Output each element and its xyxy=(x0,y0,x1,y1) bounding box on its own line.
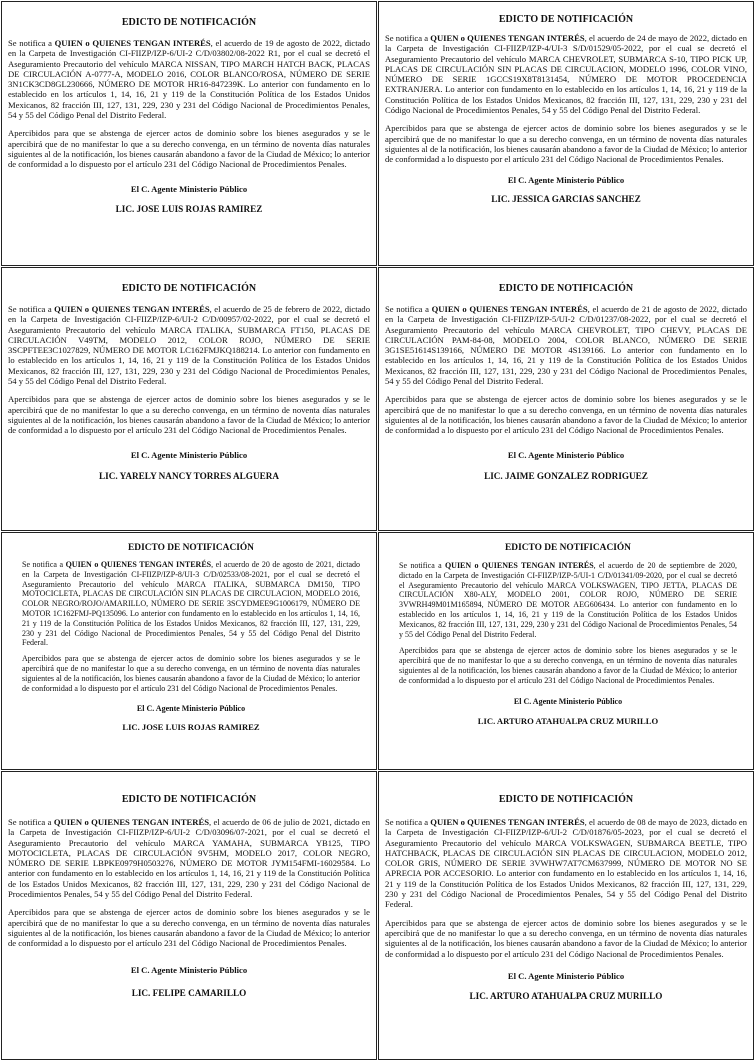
notice-1 xyxy=(1,1,377,266)
notice-8 xyxy=(378,771,754,1060)
notice-3 xyxy=(1,267,377,531)
notice-warning: Apercibidos para que se abstenga de ejercer actos de dominio sobre los bienes asegurados y se le apercibirá que de no manifestar lo que a su derecho convenga, en un término de noventa días naturales siguientes al de la notificación, los bienes causarán abandono a favor de la Ciudad de México; lo anterior de conformidad a lo dispuesto por el artículo 231 del Código Nacional de Procedimientos Penales. xyxy=(385,123,747,165)
notice-party: QUIEN o QUIENES TENGAN INTERÉS xyxy=(430,817,585,827)
notice-title: EDICTO DE NOTIFICACIÓN xyxy=(121,794,257,805)
notice-party: QUIEN o QUIENES TENGAN INTERÉS xyxy=(53,817,209,827)
notice-warning: Apercibidos para que se abstenga de ejercer actos de dominio sobre los bienes asegurados y se le apercibirá que de no manifestar lo que a su derecho convenga, en un término de noventa días naturales siguientes al de la notificación, los bienes causarán abandono a favor de la Ciudad de México; lo anterior de conformidad a lo dispuesto por el artículo 231 del Código Nacional de Procedimientos Penales. xyxy=(8,128,370,170)
notice-title: EDICTO DE NOTIFICACIÓN xyxy=(128,543,254,553)
notice-signatory: LIC. YARELY NANCY TORRES ALGUERA xyxy=(99,470,279,481)
notice-party: QUIEN o QUIENES TENGAN INTERÉS xyxy=(54,38,211,48)
notice-body: Se notifica a QUIEN o QUIENES TENGAN INTERÉS, el acuerdo de 20 de agosto de 2021, dictado en la Carpeta de Investigación CI-FIIZP/IZP-8/UI-3 C/D/02533/08-2021, por el cual se decretó el Aseguramiento Precautorio del vehículo MARCA ITALIKA, SUBMARCA DM150, TIPO MOTOCICLETA, PLACAS DE CIRCULACIÓN SIN PLACAS DE CIRCULACION, MODELO 2016, COLOR NEGRO/ROJO/AMARILLO, NÚMERO DE SERIE 3SCYDMEE9G1006179, NÚMERO DE MOTOR 1C162FMJ-PQ135096. Lo anterior con fundamento en lo establecido en los artículos 1, 14, 16, 21 y 119 de la Constitución Política de los Estados Unidos Mexicanos, 82 fracción III, 127, 131, 229, 230 y 231 del Código Nacional de Procedimientos Penales, 54 y 55 del Código Penal del Distrito Federal. xyxy=(22,560,360,648)
notice-signatory: LIC. ARTURO ATAHUALPA CRUZ MURILLO xyxy=(477,716,659,727)
notice-body: Se notifica a QUIEN o QUIENES TENGAN INTERÉS, el acuerdo de 08 de mayo de 2023, dictado en la Carpeta de Investigación CI-FIIZP/IZP-6/UI-2 C/D/01876/05-2023, por el cual se decretó el Aseguramiento Precautorio del vehículo MARCA VOLKSWAGEN, SUBMARCA BEETLE, TIPO HATCHBACK, PLACAS DE CIRCULACIÓN SIN PLACAS DE CIRCULACION, MODELO 2012, COLOR GRIS, NÚMERO DE SERIE 3VWHW7AT7CM637999, NÚMERO DE MOTOR NO SE APRECIA POR ACCESORIO. Lo anterior con fundamento en lo establecido en los artículos 1, 14, 16, 21 y 119 de la Constitución Política de los Estados Unidos Mexicanos, 82 fracción III, 127, 131, 229, 230 y 231 del Código Nacional de Procedimientos Penales, 54 y 55 del Código Penal del Distrito Federal. xyxy=(385,817,747,910)
notice-signatory: LIC. JOSE LUIS ROJAS RAMIREZ xyxy=(115,203,263,214)
notice-party: QUIEN o QUIENES TENGAN INTERÉS xyxy=(54,304,210,314)
notice-role: El C. Agente Ministerio Público xyxy=(507,449,625,460)
notice-role: El C. Agente Ministerio Público xyxy=(130,964,248,975)
notice-warning: Apercibidos para que se abstenga de ejercer actos de dominio sobre los bienes asegurados y se le apercibirá que de no manifestar lo que a su derecho convenga, en un término de noventa días naturales siguientes al de la notificación, los bienes causarán abandono a favor de la Ciudad de México; lo anterior de conformidad a lo dispuesto por el artículo 231 del Código Nacional de Procedimientos Penales. xyxy=(399,646,737,685)
notice-signatory: LIC. FELIPE CAMARILLO xyxy=(131,987,247,998)
notice-warning: Apercibidos para que se abstenga de ejercer actos de dominio sobre los bienes asegurados y se le apercibirá que de no manifestar lo que a su derecho convenga, en un término de noventa días naturales siguientes al de la notificación, los bienes causarán abandono a favor de la Ciudad de México; lo anterior de conformidad a lo dispuesto por el artículo 231 del Código Nacional de Procedimientos Penales. xyxy=(8,394,370,436)
notice-role: El C. Agente Ministerio Público xyxy=(513,696,623,706)
notice-2 xyxy=(378,1,754,266)
notice-title: EDICTO DE NOTIFICACIÓN xyxy=(498,283,634,294)
notice-body: Se notifica a QUIEN o QUIENES TENGAN INTERÉS, el acuerdo de 19 de agosto de 2022, dictado en la Carpeta de Investigación CI-FIIZP/IZP-6/UI-2 C/D/03802/08-2022 R1, por el cual se decretó el Aseguramiento Precautorio del vehículo MARCA NISSAN, TIPO MARCH HATCH BACK, PLACAS DE CIRCULACIÓN A-0777-A, MODELO 2016, COLOR BLANCO/ROSA, NÚMERO DE SERIE 3N1CK3CD8GL230666, NÚMERO DE MOTOR HR16-847239K. Lo anterior con fundamento en lo establecido en los artículos 1, 14, 16, 21 y 119 de la Constitución Política de los Estados Unidos Mexicanos, 82 fracción III, 127, 131, 229, 230 y 231 del Código Nacional de Procedimientos Penales, 54 y 55 del Código Penal del Distrito Federal. xyxy=(8,38,370,121)
notice-7 xyxy=(1,771,377,1060)
notice-role: El C. Agente Ministerio Público xyxy=(507,174,625,185)
notice-body: Se notifica a QUIEN o QUIENES TENGAN INTERÉS, el acuerdo de 24 de mayo de 2022, dictado en la Carpeta de Investigación CI-FIIZP/IZP-4/UI-3 S/D/01529/05-2022, por el cual se decretó el Aseguramiento Precautorio del vehículo MARCA CHEVROLET, SUBMARCA S-10, TIPO PICK UP, PLACAS DE CIRCULACIÓN SIN PLACAS DE CIRCULACION, MODELO 1996, COLOR VINO, NÚMERO DE SERIE 1GCCS19X8T8131454, NÚMERO DE MOTOR PROCEDENCIA EXTRANJERA. Lo anterior con fundamento en lo establecido en los artículos 1, 14, 16, 21 y 119 de la Constitución Política de los Estados Unidos Mexicanos, 82 fracción III, 127, 131, 229, 230 y 231 del Código Nacional de Procedimientos Penales, 54 y 55 del Código Penal del Distrito Federal. xyxy=(385,33,747,116)
notice-body: Se notifica a QUIEN o QUIENES TENGAN INTERÉS, el acuerdo de 20 de septiembre de 2020, dictado en la Carpeta de Investigación CI-FIIZP/IZP-5/UI-1 C/D/01341/09-2020, por el cual se decretó el Aseguramiento Precautorio del vehículo MARCA VOLKSWAGEN, TIPO JETTA, PLACAS DE CIRCULACIÓN X80-ALY, MODELO 2001, COLOR ROJO, NÚMERO DE SERIE 3VWRH49M01M165894, NÚMERO DE MOTOR AEG606434. Lo anterior con fundamento en lo establecido en los artículos 1, 14, 16, 21 y 119 de la Constitución Política de los Estados Unidos Mexicanos, 82 fracción III, 127, 131, 229, 230 y 231 del Código Nacional de Procedimientos Penales, 54 y 55 del Código Penal del Distrito Federal. xyxy=(399,561,738,639)
notice-6 xyxy=(378,532,754,770)
notice-signatory: LIC. ARTURO ATAHUALPA CRUZ MURILLO xyxy=(469,990,663,1001)
notice-warning: Apercibidos para que se abstenga de ejercer actos de dominio sobre los bienes asegurados y se le apercibirá que de no manifestar lo que a su derecho convenga, en un término de noventa días naturales siguientes al de la notificación, los bienes causarán abandono a favor de la Ciudad de México; lo anterior de conformidad a lo dispuesto por el artículo 231 del Código Nacional de Procedimientos Penales. xyxy=(8,907,370,949)
notice-body: Se notifica a QUIEN o QUIENES TENGAN INTERÉS, el acuerdo de 25 de febrero de 2022, dictado en la Carpeta de Investigación CI-FIIZP/IZP-6/UI-2 C/D/00957/02-2022, por el cual se decretó el Aseguramiento Precautorio del vehículo MARCA ITALIKA, SUBMARCA FT150, PLACAS DE CIRCULACIÓN V49TM, MODELO 2012, COLOR ROJO, NÚMERO DE SERIE 3SCPFTEE3C1027829, NÚMERO DE MOTOR LC162FMJKQ188214. Lo anterior con fundamento en lo establecido en los artículos 1, 14, 16, 21 y 119 de la Constitución Política de los Estados Unidos Mexicanos, 82 fracción III, 127, 131, 229, 230 y 231 del Código Nacional de Procedimientos Penales, 54 y 55 del Código Penal del Distrito Federal. xyxy=(8,304,370,387)
notice-party: QUIEN o QUIENES TENGAN INTERÉS xyxy=(431,304,588,314)
notice-title: EDICTO DE NOTIFICACIÓN xyxy=(121,17,257,28)
notice-role: El C. Agente Ministerio Público xyxy=(136,704,246,714)
notice-body: Se notifica a QUIEN o QUIENES TENGAN INTERÉS, el acuerdo de 21 de agosto de 2022, dictado en la Carpeta de Investigación CI-FIIZP/IZP-5/UI-2 C/D/01237/08-2022, por el cual se decretó el Aseguramiento Precautorio del vehículo MARCA CHEVROLET, TIPO CHEVY, PLACAS DE CIRCULACIÓN PAM-84-08, MODELO 2004, COLOR BLANCO, NÚMERO DE SERIE 3G1SE51614S139166, NÚMERO DE MOTOR 4S139166. Lo anterior con fundamento en lo establecido en los artículos 1, 14, 16, 21 y 119 de la Constitución Política de los Estados Unidos Mexicanos, 82 fracción III, 127, 131, 229, 230 y 231 del Código Nacional de Procedimientos Penales, 54 y 55 del Código Penal del Distrito Federal. xyxy=(385,304,747,387)
notice-title: EDICTO DE NOTIFICACIÓN xyxy=(498,794,634,805)
notice-signatory: LIC. JOSE LUIS ROJAS RAMIREZ xyxy=(122,722,260,733)
notice-party: QUIEN o QUIENES TENGAN INTERÉS xyxy=(444,561,594,570)
notice-warning: Apercibidos para que se abstenga de ejercer actos de dominio sobre los bienes asegurados y se le apercibirá que de no manifestar lo que a su derecho convenga, en un término de noventa días naturales siguientes al de la notificación, los bienes causarán abandono a favor de la Ciudad de México; lo anterior de conformidad a lo dispuesto por el artículo 231 del Código Nacional de Procedimientos Penales. xyxy=(22,654,360,693)
notice-body: Se notifica a QUIEN o QUIENES TENGAN INTERÉS, el acuerdo de 06 de julio de 2021, dictado en la Carpeta de Investigación CI-FIIZP/IZP-6/UI-2 C/D/03096/07-2021, por el cual se decretó el Aseguramiento Precautorio del vehículo MARCA YAMAHA, SUBMARCA YB125, TIPO MOTOCICLETA, PLACAS DE CIRCULACIÓN 9V5HM, MODELO 2017, COLOR NEGRO, NÚMERO DE SERIE LBPKE0979H0503276, NÚMERO DE MOTOR JYM154FMI-16029584. Lo anterior con fundamento en lo establecido en los artículos 1, 14, 16, 21 y 119 de la Constitución Política de los Estados Unidos Mexicanos, 82 fracción III, 127, 131, 229, 230 y 231 del Código Nacional de Procedimientos Penales, 54 y 55 del Código Penal del Distrito Federal. xyxy=(8,817,371,900)
notice-5 xyxy=(1,532,377,770)
notice-role: El C. Agente Ministerio Público xyxy=(130,183,248,194)
notice-4 xyxy=(378,267,754,531)
notice-role: El C. Agente Ministerio Público xyxy=(507,970,625,981)
notice-signatory: LIC. JESSICA GARCIAS SANCHEZ xyxy=(491,193,641,204)
notice-party: QUIEN o QUIENES TENGAN INTERÉS xyxy=(430,33,585,43)
notice-party: QUIEN o QUIENES TENGAN INTERÉS xyxy=(65,560,212,569)
notice-role: El C. Agente Ministerio Público xyxy=(130,449,248,460)
notice-title: EDICTO DE NOTIFICACIÓN xyxy=(505,543,631,553)
notice-warning: Apercibidos para que se abstenga de ejercer actos de dominio sobre los bienes asegurados y se le apercibirá que de no manifestar lo que a su derecho convenga, en un término de noventa días naturales siguientes al de la notificación, los bienes causarán abandono a favor de la Ciudad de México; lo anterior de conformidad a lo dispuesto por el artículo 231 del Código Nacional de Procedimientos Penales. xyxy=(385,917,747,959)
notice-title: EDICTO DE NOTIFICACIÓN xyxy=(498,14,634,25)
notice-title: EDICTO DE NOTIFICACIÓN xyxy=(121,283,257,294)
notice-signatory: LIC. JAIME GONZALEZ RODRIGUEZ xyxy=(484,470,648,481)
notice-warning: Apercibidos para que se abstenga de ejercer actos de dominio sobre los bienes asegurados y se le apercibirá que de no manifestar lo que a su derecho convenga, en un término de noventa días naturales siguientes al de la notificación, los bienes causarán abandono a favor de la Ciudad de México; lo anterior de conformidad a lo dispuesto por el artículo 231 del Código Nacional de Procedimientos Penales. xyxy=(385,394,747,436)
